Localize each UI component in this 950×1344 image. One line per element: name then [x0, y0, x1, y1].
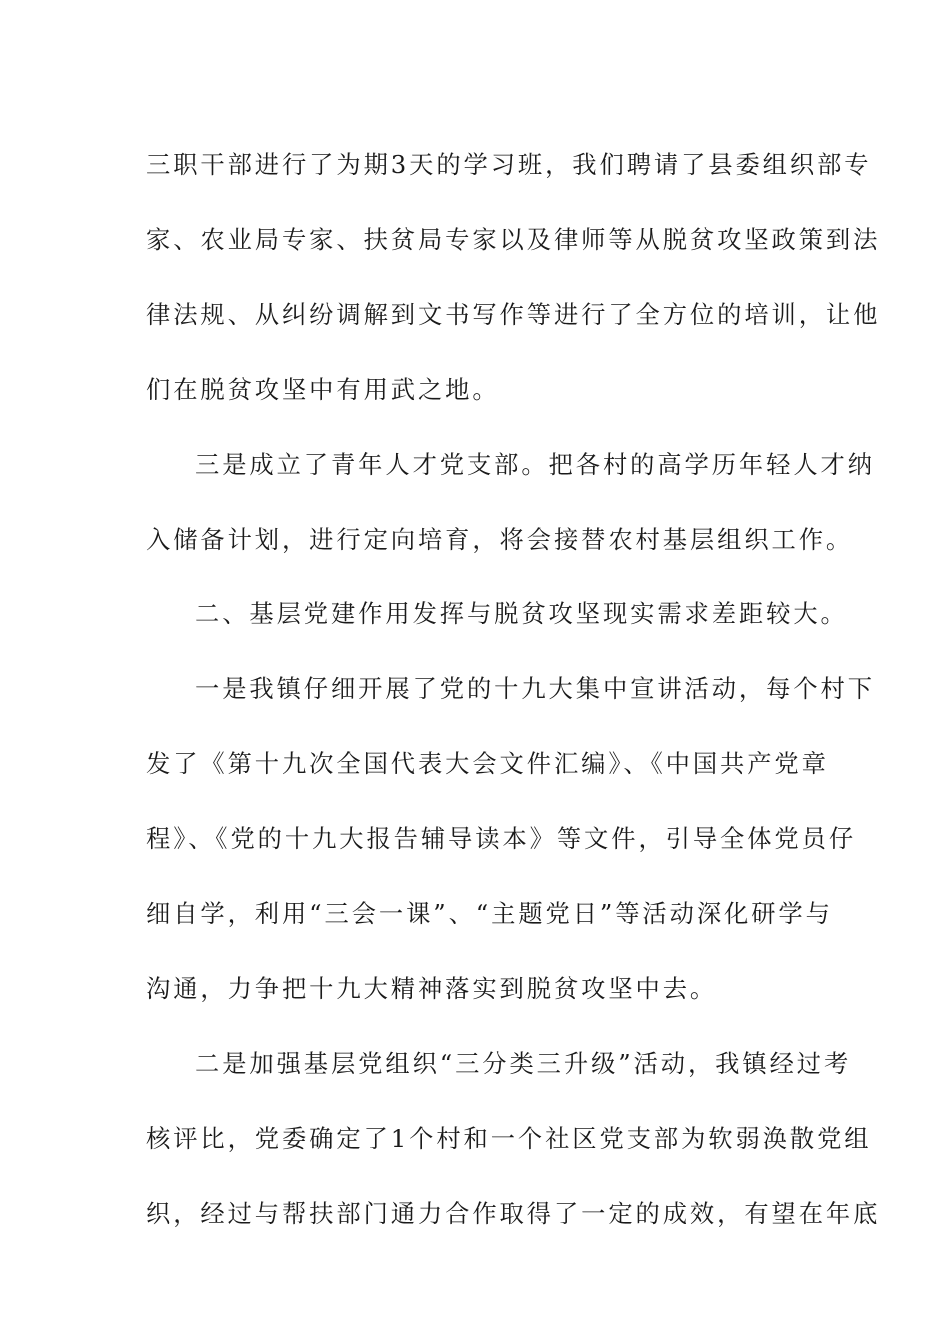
document-body	[146, 128, 881, 1252]
paragraph-line: 律法规、从纠纷调解到文书写作等进行了全方位的培训，让他	[146, 299, 881, 329]
paragraph-line: 二、基层党建作用发挥与脱贫攻坚现实需求差距较大。	[195, 599, 848, 629]
paragraph-line: 核评比，党委确定了1个村和一个社区党支部为软弱涣散党组	[146, 1123, 872, 1153]
paragraph-line: 入储备计划，进行定向培育，将会接替农村基层组织工作。	[146, 524, 854, 554]
paragraph-line: 二是加强基层党组织“三分类三升级”活动，我镇经过考	[195, 1048, 852, 1078]
paragraph-1	[146, 128, 881, 428]
paragraph-line: 们在脱贫攻坚中有用武之地。	[146, 374, 500, 404]
section-heading	[146, 577, 848, 652]
paragraph-line: 程》、《党的十九大报告辅导读本》等文件，引导全体党员仔	[146, 824, 857, 854]
paragraph-line: 三职干部进行了为期3天的学习班，我们聘请了县委组织部专	[146, 150, 872, 179]
paragraph-line: 发了《第十九次全国代表大会文件汇编》、《中国共产党章	[146, 749, 829, 779]
paragraph-line: 细自学，利用“三会一课”、“主题党日”等活动深化研学与	[146, 899, 833, 929]
paragraph-line: 家、农业局专家、扶贫局专家以及律师等从脱贫攻坚政策到法	[146, 224, 881, 254]
paragraph-line: 织，经过与帮扶部门通力合作取得了一定的成效，有望在年底	[146, 1198, 881, 1228]
paragraph-line: 一是我镇仔细开展了党的十九大集中宣讲活动，每个村下	[195, 674, 875, 704]
paragraph-line: 三是成立了青年人才党支部。把各村的高学历年轻人才纳	[195, 449, 875, 479]
paragraph-2	[146, 428, 875, 578]
paragraph-5	[146, 1027, 881, 1252]
paragraph-line: 沟通，力争把十九大精神落实到脱贫攻坚中去。	[146, 973, 718, 1003]
paragraph-4	[146, 652, 875, 1027]
